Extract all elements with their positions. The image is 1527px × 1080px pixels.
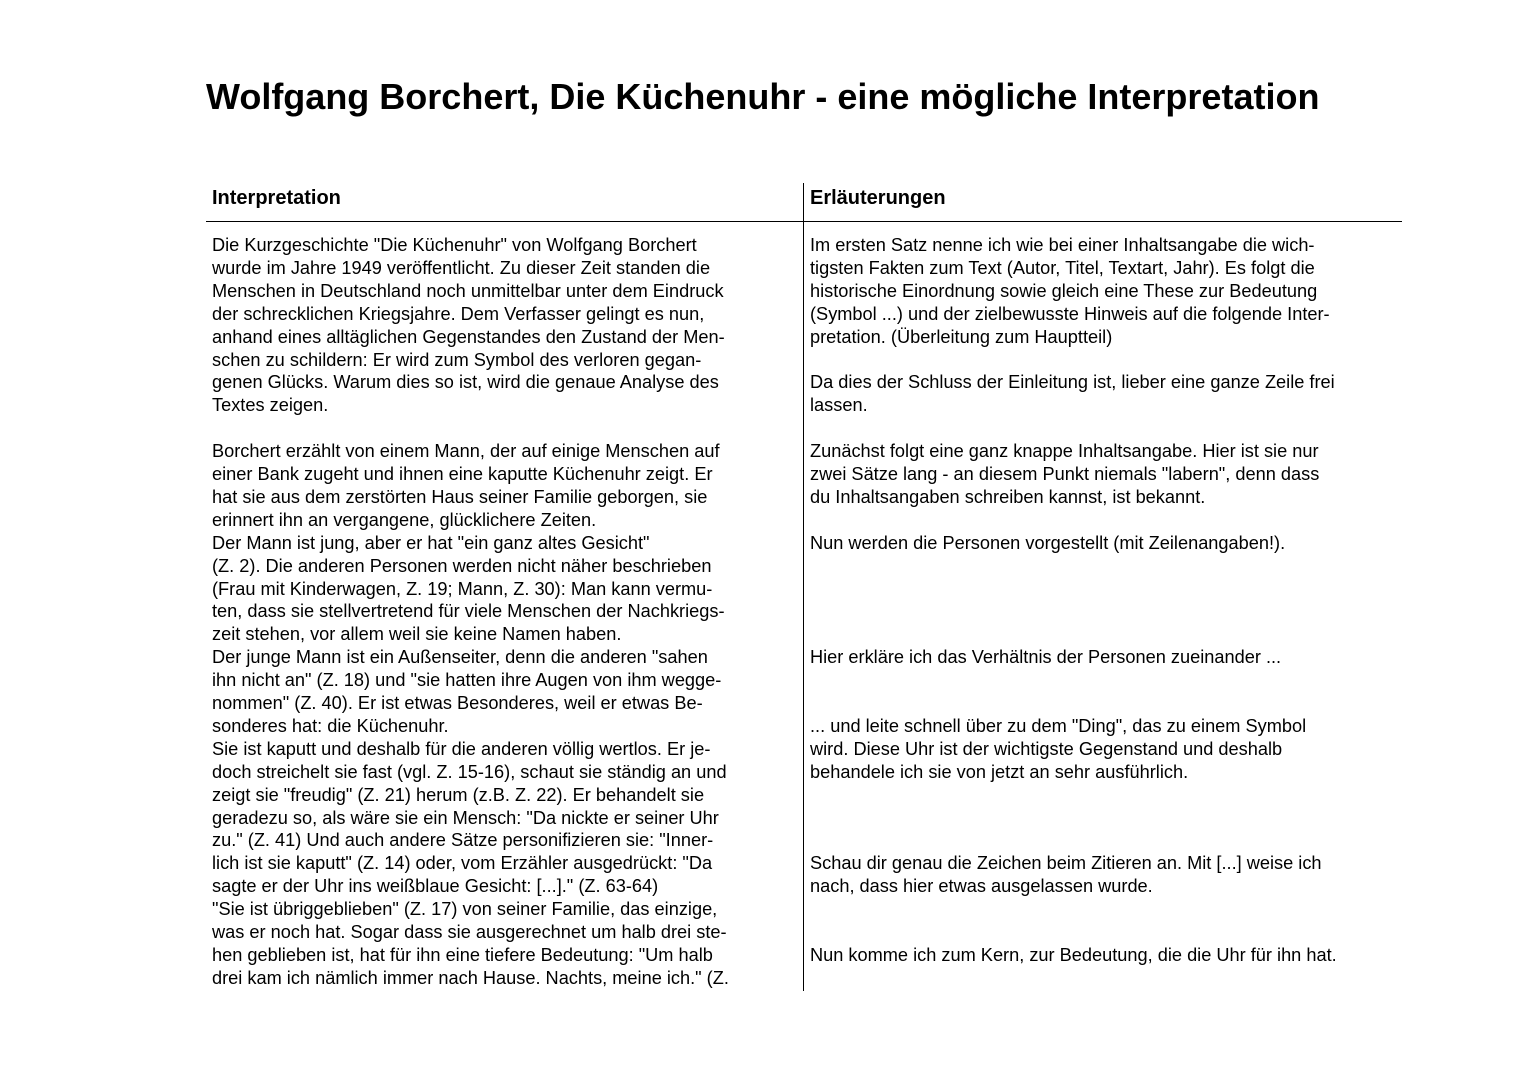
interpretation-text-line: was er noch hat. Sogar dass sie ausgerechnet um halb drei ste- [212,922,727,942]
erlaeuterung-text-line: Hier erkläre ich das Verhältnis der Personen zueinander ... [810,647,1282,668]
interpretation-text-line: ihn nicht an" (Z. 18) und "sie hatten ihre Augen von ihm wegge- [212,670,722,691]
erlaeuterung-text-line: Nun komme ich zum Kern, zur Bedeutung, die die Uhr für ihn hat. [810,944,1337,965]
erlaeuterung-text-line: pretation. (Überleitung zum Hauptteil) [810,326,1113,347]
erlaeuterung-text-line: historische Einordnung sowie gleich eine These zur Bedeutung [810,280,1318,301]
interpretation-text-line: wurde im Jahre 1949 veröffentlicht. Zu dieser Zeit standen die [212,257,711,278]
interpretation-text-line: doch streichelt sie fast (vgl. Z. 15-16), schaut sie ständig an und [212,761,727,782]
erlaeuterung-text-line: lassen. [810,395,868,416]
interpretation-text-line: einer Bank zugeht und ihnen eine kaputte Küchenuhr zeigt. Er [212,464,713,484]
erlaeuterung-text-line: wird. Diese Uhr ist der wichtigste Gegenstand und deshalb [810,738,1283,759]
erlaeuterung-text-line: behandele ich sie von jetzt an sehr ausführlich. [810,761,1189,782]
interpretation-text-line: hen geblieben ist, hat für ihn eine tiefere Bedeutung: "Um halb [212,944,713,965]
interpretation-text-line: anhand eines alltäglichen Gegenstandes den Zustand der Men- [212,326,725,347]
erlaeuterung-text-line: nach, dass hier etwas ausgelassen wurde. [810,876,1153,897]
interpretation-text-line: Borchert erzählt von einem Mann, der auf einige Menschen auf [212,441,720,462]
erlaeuterung-text-line: (Symbol ...) und der zielbewusste Hinweis auf die folgende Inter- [810,303,1330,324]
column-header-interpretation: Interpretation [212,187,341,209]
erlaeuterung-text-line: Zunächst folgt eine ganz knappe Inhaltsangabe. Hier ist sie nur [810,441,1319,462]
erlaeuterung-text-line: tigsten Fakten zum Text (Autor, Titel, Textart, Jahr). Es folgt die [810,257,1315,278]
interpretation-text-line: Der junge Mann ist ein Außenseiter, denn die anderen "sahen [212,647,708,668]
column-header-erlaeuterungen: Erläuterungen [810,187,946,209]
interpretation-text-line: Der Mann ist jung, aber er hat "ein ganz altes Gesicht" [212,532,650,553]
erlaeuterung-text-line: ... und leite schnell über zu dem "Ding", das zu einem Symbol [810,715,1307,736]
erlaeuterung-text-line: Schau dir genau die Zeichen beim Zitieren an. Mit [...] weise ich [810,853,1322,874]
interpretation-text-line: zu." (Z. 41) Und auch andere Sätze personifizieren sie: "Inner- [212,830,714,851]
interpretation-text-line: sonderes hat: die Küchenuhr. [212,715,449,736]
interpretation-text-line: ten, dass sie stellvertretend für viele Menschen der Nachkriegs- [212,601,725,622]
interpretation-text-line: hat sie aus dem zerstörten Haus seiner Familie geborgen, sie [212,486,708,507]
interpretation-text-line: Textes zeigen. [212,395,329,416]
interpretation-text-line: der schrecklichen Kriegsjahre. Dem Verfasser gelingt es nun, [212,303,705,324]
column-divider-line [803,183,804,991]
interpretation-text-line: geradezu so, als wäre sie ein Mensch: "Da nickte er seiner Uhr [212,807,719,828]
interpretation-text-line: (Z. 2). Die anderen Personen werden nicht näher beschrieben [212,555,712,576]
interpretation-text-line: lich ist sie kaputt" (Z. 14) oder, vom Erzähler ausgedrückt: "Da [212,853,713,874]
header-divider-line [206,221,1402,222]
interpretation-text-line: zeit stehen, vor allem weil sie keine Namen haben. [212,624,622,645]
interpretation-text-line: schen zu schildern: Er wird zum Symbol des verloren gegan- [212,349,702,370]
erlaeuterung-text-line: Im ersten Satz nenne ich wie bei einer Inhaltsangabe die wich- [810,235,1315,255]
interpretation-text-line: sagte er der Uhr ins weißblaue Gesicht: [...]." (Z. 63-64) [212,876,659,897]
interpretation-text-line: "Sie ist übriggeblieben" (Z. 17) von seiner Familie, das einzige, [212,899,718,920]
interpretation-text-line: Sie ist kaputt und deshalb für die anderen völlig wertlos. Er je- [212,738,711,759]
page-title: Wolfgang Borchert, Die Küchenuhr - eine mögliche Interpretation [206,76,1320,117]
interpretation-text-line: zeigt sie "freudig" (Z. 21) herum (z.B. Z. 22). Er behandelt sie [212,784,705,805]
erlaeuterung-text-line: zwei Sätze lang - an diesem Punkt niemals "labern", denn dass [810,464,1320,484]
interpretation-text-line: erinnert ihn an vergangene, glücklichere Zeiten. [212,509,597,530]
erlaeuterung-text-line: du Inhaltsangaben schreiben kannst, ist bekannt. [810,486,1206,507]
interpretation-text-line: genen Glücks. Warum dies so ist, wird die genaue Analyse des [212,372,719,393]
interpretation-text-line: Menschen in Deutschland noch unmittelbar unter dem Eindruck [212,280,724,301]
interpretation-text-line: drei kam ich nämlich immer nach Hause. Nachts, meine ich." (Z. [212,967,729,988]
interpretation-text-line: Die Kurzgeschichte "Die Küchenuhr" von Wolfgang Borchert [212,235,697,255]
erlaeuterung-text-line: Nun werden die Personen vorgestellt (mit Zeilenangaben!). [810,532,1286,553]
erlaeuterung-text-line: Da dies der Schluss der Einleitung ist, lieber eine ganze Zeile frei [810,372,1335,393]
interpretation-text-line: (Frau mit Kinderwagen, Z. 19; Mann, Z. 30): Man kann vermu- [212,578,713,599]
interpretation-text-line: nommen" (Z. 40). Er ist etwas Besonderes, weil er etwas Be- [212,693,703,713]
